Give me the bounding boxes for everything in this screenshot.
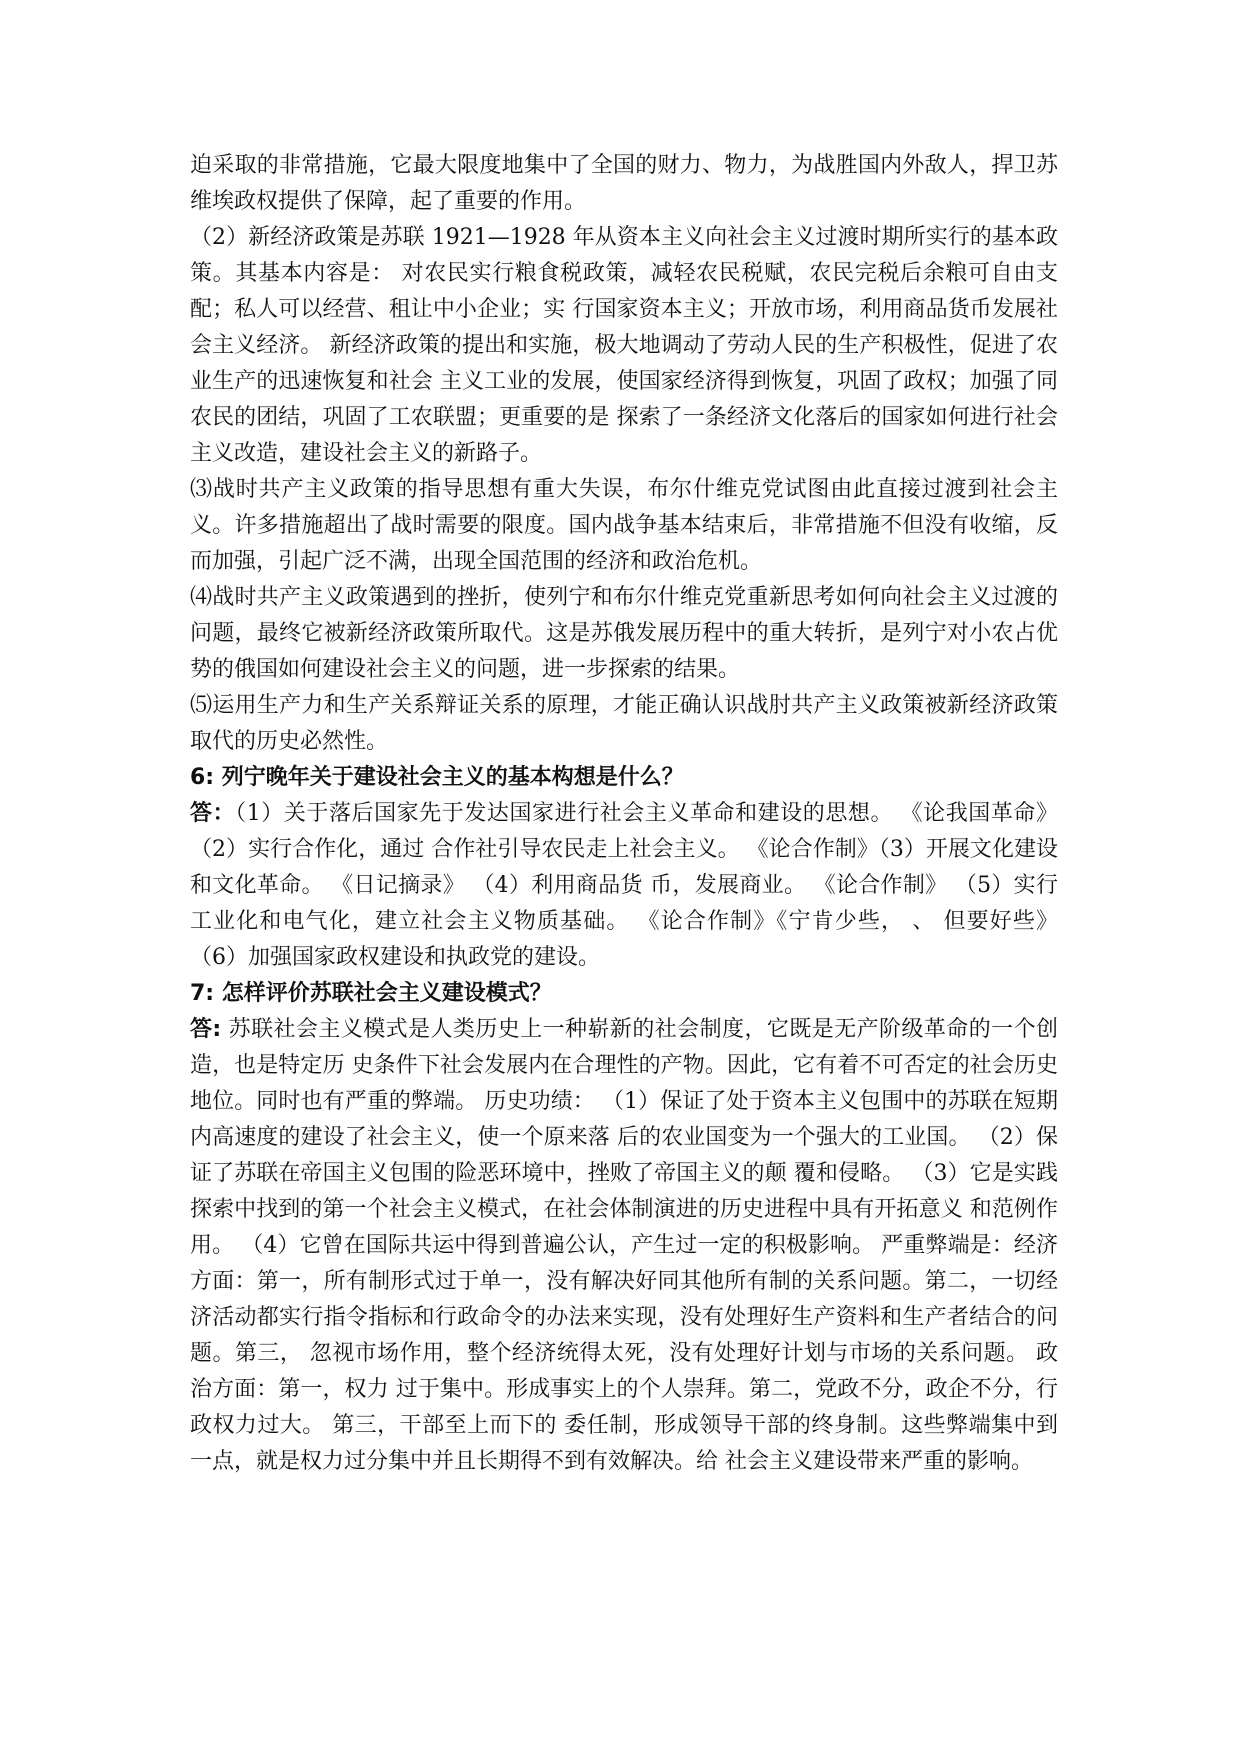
paragraph-nep: （2）新经济政策是苏联 1921—1928 年从资本主义向社会主义过渡时期所实行的基本政策。其基本内容是： 对农民实行粮食税政策，减轻农民税赋，农民完税后余粮可自由支配；私人可以经营、租让中小企业；实 行国家资本主义；开放市场，利用商品货币发展社会主义经济。 新经济政策的提出和实施，极大地调动了劳动人民的生产积极性，促进了农业生产的迅速恢复和社会 主义工业的发展，使国家经济得到恢复，巩固了政权；加强了同农民的团结，巩固了工农联盟；更重要的是 探索了一条经济文化落后的国家如何进行社会主义改造，建设社会主义的新路子。 (190, 225, 1058, 466)
question-7-answer (190, 1012, 1058, 1480)
paragraph-continuation: 迫采取的非常措施，它最大限度地集中了全国的财力、物力，为战胜国内外敌人，捍卫苏维埃政权提供了保障，起了重要的作用。 (190, 153, 1058, 214)
answer-text: （1）关于落后国家先于发达国家进行社会主义革命和建设的思想。 《论我国革命》 （2）实行合作化，通过 合作社引导农民走上社会主义。 《论合作制》（3）开展文化建设和文化革命。 《日记摘录》 （4）利用商品货 币，发展商业。 《论合作制》 （5）实行工业化和电气化，建立社会主义物质基础。 《论合作制》《宁肯少些， 、 但要好些》 （6）加强国家政权建设和执政党的建设。 (190, 801, 1058, 970)
paragraph-point-3: ⑶战时共产主义政策的指导思想有重大失误，布尔什维克党试图由此直接过渡到社会主义。许多措施超出了战时需要的限度。国内战争基本结束后，非常措施不但没有收缩，反而加强，引起广泛不满，出现全国范围的经济和政治危机。 (190, 477, 1058, 574)
question-6-answer (190, 796, 1058, 976)
answer-label: 答： (190, 801, 236, 826)
document-page (190, 148, 1058, 1480)
question-6-heading: 6: 列宁晚年关于建设社会主义的基本构想是什么？ (190, 765, 684, 790)
paragraph-point-4: ⑷战时共产主义政策遇到的挫折，使列宁和布尔什维克党重新思考如何向社会主义过渡的问题，最终它被新经济政策所取代。这是苏俄发展历程中的重大转折，是列宁对小农占优势的俄国如何建设社会主义的问题，进一步探索的结果。 (190, 585, 1058, 682)
answer-label: 答: (190, 1017, 222, 1042)
question-7-heading: 7: 怎样评价苏联社会主义建设模式？ (190, 981, 552, 1006)
answer-text: 苏联社会主义模式是人类历史上一种崭新的社会制度，它既是无产阶级革命的一个创造，也是特定历 史条件下社会发展内在合理性的产物。因此，它有着不可否定的社会历史地位。同时也有严重的弊端。 历史功绩： （1）保证了处于资本主义包围中的苏联在短期内高速度的建设了社会主义，使一个原来落 后的农业国变为一个强大的工业国。 （2）保证了苏联在帝国主义包围的险恶环境中，挫败了帝国主义的颠 覆和侵略。 （3）它是实践探索中找到的第一个社会主义模式，在社会体制演进的历史进程中具有开拓意义 和范例作用。 （4）它曾在国际共运中得到普遍公认，产生过一定的积极影响。 严重弊端是：经济方面：第一，所有制形式过于单一，没有解决好同其他所有制的关系问题。第二，一切经济活动都实行指令指标和行政命令的办法来实现，没有处理好生产资料和生产者结合的问题。第三， 忽视市场作用，整个经济统得太死，没有处理好计划与市场的关系问题。 政治方面：第一，权力 过于集中。形成事实上的个人崇拜。第二，党政不分，政企不分，行政权力过大。 第三，干部至上而下的 委任制，形成领导干部的终身制。这些弊端集中到一点，就是权力过分集中并且长期得不到有效解决。给 社会主义建设带来严重的影响。 (190, 1017, 1058, 1474)
paragraph-point-5: ⑸运用生产力和生产关系辩证关系的原理，才能正确认识战肘共产主义政策被新经济政策取代的历史必然性。 (190, 693, 1058, 754)
